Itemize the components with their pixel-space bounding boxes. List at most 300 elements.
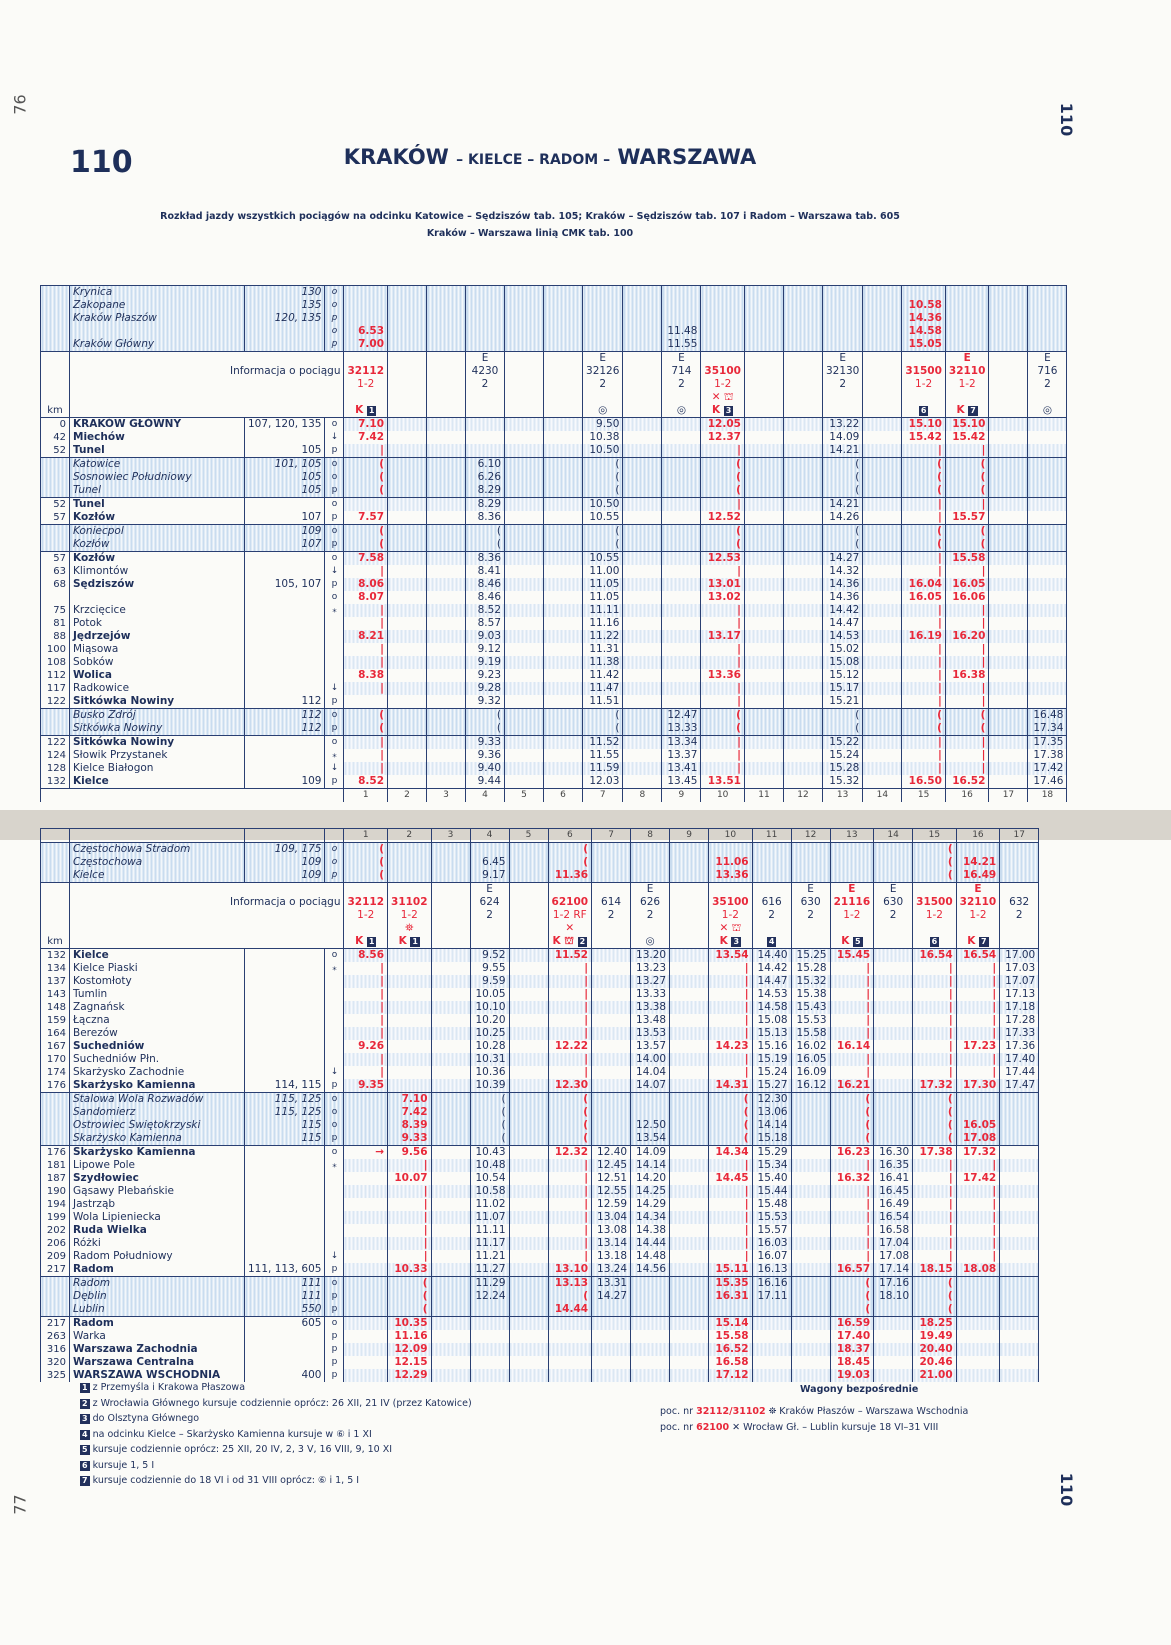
time-cell: 11.05 (583, 591, 623, 604)
train-svc-cell (822, 391, 862, 404)
time-cell (744, 578, 783, 591)
time-cell (431, 843, 470, 857)
time-cell: 11.11 (470, 1224, 509, 1237)
time-cell: 16.35 (874, 1159, 913, 1172)
km-value (41, 1106, 70, 1119)
train-cls: 2 (1044, 378, 1051, 390)
train-svc-cell (902, 391, 946, 404)
time-cell (863, 418, 902, 432)
time-cell: ( (945, 458, 989, 472)
time-cell (945, 338, 989, 352)
time-cell: | (913, 1027, 957, 1040)
time-cell (592, 856, 631, 869)
time-cell: 14.29 (631, 1198, 670, 1211)
time-cell: ( (913, 856, 957, 869)
time-cell: ( (945, 525, 989, 539)
time-cell: 13.06 (752, 1106, 791, 1119)
time-cell (509, 856, 548, 869)
time-cell (431, 1330, 470, 1343)
km-value: 148 (41, 1001, 70, 1014)
train-mark-cell (544, 404, 583, 418)
time-cell (431, 1001, 470, 1014)
time-cell (989, 591, 1028, 604)
time-cell (783, 775, 822, 789)
time-cell (822, 286, 862, 300)
table-ref (245, 1356, 325, 1369)
km-value: 217 (41, 1263, 70, 1277)
time-cell: 15.19 (752, 1053, 791, 1066)
arr-dep-flag (325, 1053, 344, 1066)
arr-dep-flag (325, 617, 344, 630)
station-name: Kozłów (70, 511, 245, 525)
time-cell: 14.31 (709, 1079, 753, 1093)
train-svc-cell (989, 391, 1028, 404)
time-cell: → (344, 1146, 388, 1160)
train-mark: ◎ (645, 935, 655, 947)
time-cell: | (709, 962, 753, 975)
time-cell (623, 458, 662, 472)
time-cell (466, 444, 505, 458)
table-row (41, 722, 1067, 736)
km-value (41, 722, 70, 736)
km-value: 100 (41, 643, 70, 656)
time-cell (427, 325, 466, 338)
feeder-row (41, 856, 1039, 869)
table-ref: 105 (245, 471, 325, 484)
time-cell: | (902, 682, 946, 695)
time-cell: | (902, 604, 946, 617)
time-cell (544, 604, 583, 617)
time-cell (989, 338, 1028, 352)
train-cat-cell (902, 352, 946, 366)
train-num: 624 (479, 896, 500, 908)
time-cell (431, 1263, 470, 1277)
time-cell: | (709, 1053, 753, 1066)
km-cell (41, 896, 70, 909)
time-cell: | (548, 1027, 592, 1040)
footnote-badge: 4 (768, 937, 775, 946)
time-cell (670, 1250, 709, 1263)
time-cell: | (913, 1185, 957, 1198)
km-value: 217 (41, 1317, 70, 1331)
time-cell (431, 1159, 470, 1172)
table-ref (245, 949, 325, 963)
time-cell: | (701, 617, 745, 630)
time-cell (544, 299, 583, 312)
time-cell: ( (902, 458, 946, 472)
table-row (41, 1237, 1039, 1250)
table-ref: 109 (245, 856, 325, 869)
time-cell: 7.58 (344, 552, 388, 566)
table-ref (245, 1146, 325, 1160)
time-cell (592, 1027, 631, 1040)
time-cell: ( (913, 1303, 957, 1317)
time-cell (344, 1106, 388, 1119)
time-cell: | (344, 656, 388, 669)
feeder-station: Krynica (70, 286, 245, 300)
time-cell: 11.48 (662, 325, 701, 338)
train-mark-cell (902, 404, 946, 418)
station-name: Skarżysko Kamienna (70, 1079, 245, 1093)
info-label-cell (70, 935, 344, 949)
time-cell (431, 856, 470, 869)
time-cell (1000, 1290, 1039, 1303)
time-cell (1000, 1159, 1039, 1172)
train-cat: E (963, 352, 971, 364)
time-cell: | (956, 1159, 1000, 1172)
time-cell (874, 1343, 913, 1356)
footnote-badge: 5 (82, 1445, 88, 1454)
time-cell (752, 1317, 791, 1331)
time-cell: ( (470, 1106, 509, 1119)
time-cell: ( (701, 722, 745, 736)
train-num-cell (344, 365, 388, 378)
train-svc-cell (744, 391, 783, 404)
km-value (41, 471, 70, 484)
time-cell: 16.57 (830, 1263, 874, 1277)
footnote-badge: 6 (920, 406, 927, 415)
time-cell (1028, 286, 1067, 300)
feeder-row (41, 286, 1067, 300)
time-cell: 16.09 (791, 1066, 830, 1079)
time-cell (470, 843, 509, 857)
table-row (41, 1132, 1039, 1146)
time-cell (509, 1317, 548, 1331)
time-cell (431, 1198, 470, 1211)
time-cell: 17.04 (874, 1237, 913, 1250)
arr-dep-flag: o (325, 299, 344, 312)
time-cell (427, 418, 466, 432)
time-cell: 14.36 (822, 591, 862, 604)
time-cell (822, 338, 862, 352)
time-cell: ( (344, 869, 388, 883)
time-cell (1000, 1106, 1039, 1119)
feeder-row (41, 869, 1039, 883)
time-cell (1000, 869, 1039, 883)
time-cell: 13.54 (709, 949, 753, 963)
km-value (41, 525, 70, 539)
time-cell (783, 299, 822, 312)
time-cell: 14.58 (752, 1001, 791, 1014)
time-cell: 14.20 (631, 1172, 670, 1185)
arr-dep-flag: ↓ (325, 431, 344, 444)
time-cell (1028, 431, 1067, 444)
time-cell (783, 458, 822, 472)
time-cell: 8.46 (466, 591, 505, 604)
train-cat-cell (344, 352, 388, 366)
train-info-cat (41, 352, 1067, 366)
time-cell: 11.51 (583, 695, 623, 709)
time-cell: 17.18 (1000, 1001, 1039, 1014)
train-num-cell (388, 896, 432, 909)
time-cell (544, 617, 583, 630)
time-cell (544, 325, 583, 338)
table-ref (245, 682, 325, 695)
time-cell: 16.54 (913, 949, 957, 963)
train-svc-cell (791, 922, 830, 935)
time-cell: | (945, 444, 989, 458)
bottom-page (0, 830, 1171, 1645)
footnote-text: kursuje codziennie oprócz: 25 XII, 20 IV, 2, 3 V, 16 VIII, 9, 10 XI (92, 1444, 393, 1455)
feeder-row (41, 843, 1039, 857)
arr-dep-flag: p (325, 1303, 344, 1317)
table-row (41, 458, 1067, 472)
train-cls-cell (631, 909, 670, 922)
time-cell (427, 498, 466, 512)
time-cell (945, 325, 989, 338)
time-cell: 11.05 (583, 578, 623, 591)
station-name: Dęblin (70, 1290, 245, 1303)
time-cell (592, 1119, 631, 1132)
km-cell (41, 391, 70, 404)
train-cls-cell (822, 378, 862, 391)
time-cell: | (945, 695, 989, 709)
info-label-cell (70, 883, 344, 897)
time-cell (544, 525, 583, 539)
table-row (41, 1001, 1039, 1014)
time-cell: ( (344, 722, 388, 736)
km-value: 176 (41, 1146, 70, 1160)
time-cell: 9.50 (583, 418, 623, 432)
time-cell: | (913, 975, 957, 988)
time-cell (874, 1317, 913, 1331)
arr-dep-flag: o (325, 709, 344, 723)
time-cell (623, 538, 662, 552)
train-num: 714 (671, 365, 692, 377)
time-cell (863, 444, 902, 458)
train-svc: ⛯ (405, 922, 414, 934)
time-cell (583, 312, 623, 325)
subtitle-line-1: Rozkład jazdy wszystkich pociągów na odcinku Katowice – Sędziszów tab. 105; Kraków – Sędziszów tab. 107 i Radom – Warszawa tab. 605 (160, 211, 900, 222)
time-cell (388, 604, 427, 617)
time-cell (1000, 1211, 1039, 1224)
time-cell (631, 843, 670, 857)
time-cell (505, 418, 544, 432)
time-cell (701, 312, 745, 325)
arr-dep-flag: o (325, 856, 344, 869)
column-number: 2 (388, 789, 427, 803)
time-cell: | (709, 1224, 753, 1237)
train-cls-cell (830, 909, 874, 922)
station-name (70, 591, 245, 604)
train-mark: K (719, 935, 728, 947)
time-cell (783, 591, 822, 604)
time-cell (505, 458, 544, 472)
km-value: 206 (41, 1237, 70, 1250)
time-cell (744, 643, 783, 656)
train-num-cell (592, 896, 631, 909)
km-value: 68 (41, 578, 70, 591)
time-cell: | (701, 604, 745, 617)
table-row (41, 431, 1067, 444)
time-cell: 8.52 (466, 604, 505, 617)
time-cell (744, 604, 783, 617)
time-cell (752, 843, 791, 857)
table-ref: 107, 120, 135 (245, 418, 325, 432)
time-cell (1000, 1198, 1039, 1211)
time-cell: | (956, 1027, 1000, 1040)
time-cell (1028, 299, 1067, 312)
time-cell: 14.44 (548, 1303, 592, 1317)
time-cell: | (945, 498, 989, 512)
time-cell (783, 762, 822, 775)
time-cell (623, 762, 662, 775)
feeder-station: Częstochowa Stradom (70, 843, 245, 857)
time-cell (670, 856, 709, 869)
time-cell: | (344, 1014, 388, 1027)
time-cell (344, 1093, 388, 1107)
time-cell (662, 286, 701, 300)
arr-dep-flag (325, 1198, 344, 1211)
time-cell (388, 471, 427, 484)
time-cell (431, 1277, 470, 1291)
train-cat-cell (863, 352, 902, 366)
time-cell (989, 525, 1028, 539)
time-cell (623, 709, 662, 723)
time-cell (670, 1132, 709, 1146)
train-num: 35100 (704, 365, 741, 377)
time-cell: 16.16 (752, 1277, 791, 1291)
time-cell: | (956, 1250, 1000, 1263)
time-cell: 13.37 (662, 749, 701, 762)
time-cell: 10.20 (470, 1014, 509, 1027)
train-num: 32112 (347, 365, 385, 377)
time-cell (783, 431, 822, 444)
time-cell: 15.57 (752, 1224, 791, 1237)
time-cell (989, 286, 1028, 300)
time-cell (956, 1317, 1000, 1331)
time-cell (744, 312, 783, 325)
time-cell: | (913, 1053, 957, 1066)
table-row (41, 591, 1067, 604)
time-cell: 15.21 (822, 695, 862, 709)
time-cell: ( (466, 709, 505, 723)
time-cell (752, 856, 791, 869)
time-cell: 12.45 (592, 1159, 631, 1172)
train-num-cell (670, 896, 709, 909)
time-cell (783, 749, 822, 762)
time-cell: | (701, 682, 745, 695)
time-cell: 16.58 (709, 1356, 753, 1369)
train-mark-cell (427, 404, 466, 418)
time-cell: ( (945, 709, 989, 723)
train-cls-cell (544, 378, 583, 391)
station-name: Tunel (70, 498, 245, 512)
train-cls: 1-2 RF (552, 909, 587, 921)
train-svc-cell (548, 922, 592, 935)
km-cell (41, 883, 70, 897)
time-cell: 13.23 (631, 962, 670, 975)
time-cell (863, 565, 902, 578)
time-cell (427, 736, 466, 750)
time-cell: ( (913, 1290, 957, 1303)
time-cell: | (548, 1237, 592, 1250)
km-value: 132 (41, 949, 70, 963)
time-cell (344, 1277, 388, 1291)
train-info-num (41, 365, 1067, 378)
time-cell: | (956, 1014, 1000, 1027)
table-row (41, 471, 1067, 484)
time-cell: | (902, 552, 946, 566)
time-cell (670, 1001, 709, 1014)
train-svc-cell (466, 391, 505, 404)
km-value (41, 1093, 70, 1107)
train-num: 32130 (825, 365, 860, 377)
train-mark-cell (874, 935, 913, 949)
time-cell: 17.40 (830, 1330, 874, 1343)
time-cell (863, 525, 902, 539)
time-cell (822, 299, 862, 312)
time-cell (989, 669, 1028, 682)
time-cell: 16.48 (1028, 709, 1067, 723)
time-cell (670, 1198, 709, 1211)
arr-dep-flag: ⁎ (325, 1159, 344, 1172)
time-cell (863, 431, 902, 444)
km-cell (41, 338, 70, 352)
train-svc-cell (431, 922, 470, 935)
table-row (41, 604, 1067, 617)
time-cell (623, 682, 662, 695)
time-cell (388, 325, 427, 338)
train-num-cell (505, 365, 544, 378)
train-mark: K (398, 935, 407, 947)
time-cell (623, 617, 662, 630)
time-cell (662, 312, 701, 325)
table-ref (245, 762, 325, 775)
train-svc: ✕ ⛫ (711, 391, 734, 403)
time-cell: 15.13 (752, 1027, 791, 1040)
time-cell: ( (830, 1106, 874, 1119)
time-cell: 10.55 (583, 552, 623, 566)
time-cell: | (956, 1001, 1000, 1014)
time-cell (509, 988, 548, 1001)
time-cell: ( (830, 1119, 874, 1132)
time-cell (592, 1079, 631, 1093)
km-value: 176 (41, 1079, 70, 1093)
time-cell: 17.07 (1000, 975, 1039, 988)
time-cell: 7.10 (388, 1093, 432, 1107)
train-svc-cell (623, 391, 662, 404)
time-cell (662, 511, 701, 525)
time-cell (544, 458, 583, 472)
km-cell (41, 325, 70, 338)
footnote-text: kursuje 1, 5 I (92, 1459, 155, 1471)
time-cell: 12.55 (592, 1185, 631, 1198)
time-cell (470, 1330, 509, 1343)
time-cell (783, 565, 822, 578)
time-cell (1028, 312, 1067, 325)
time-cell (505, 617, 544, 630)
time-cell (388, 709, 427, 723)
time-cell (509, 1250, 548, 1263)
train-num-cell (783, 365, 822, 378)
train-num-cell (388, 365, 427, 378)
time-cell: | (548, 1185, 592, 1198)
train-cls: 1-2 (357, 378, 375, 390)
time-cell: 11.11 (583, 604, 623, 617)
train-mark-cell (913, 935, 957, 949)
time-cell (1028, 682, 1067, 695)
time-cell (670, 1237, 709, 1250)
column-number: 13 (822, 789, 862, 803)
time-cell (874, 1053, 913, 1066)
time-cell (863, 471, 902, 484)
time-cell: 15.10 (945, 418, 989, 432)
table-row (41, 1224, 1039, 1237)
time-cell: | (945, 762, 989, 775)
time-cell (874, 856, 913, 869)
time-cell: 15.17 (822, 682, 862, 695)
